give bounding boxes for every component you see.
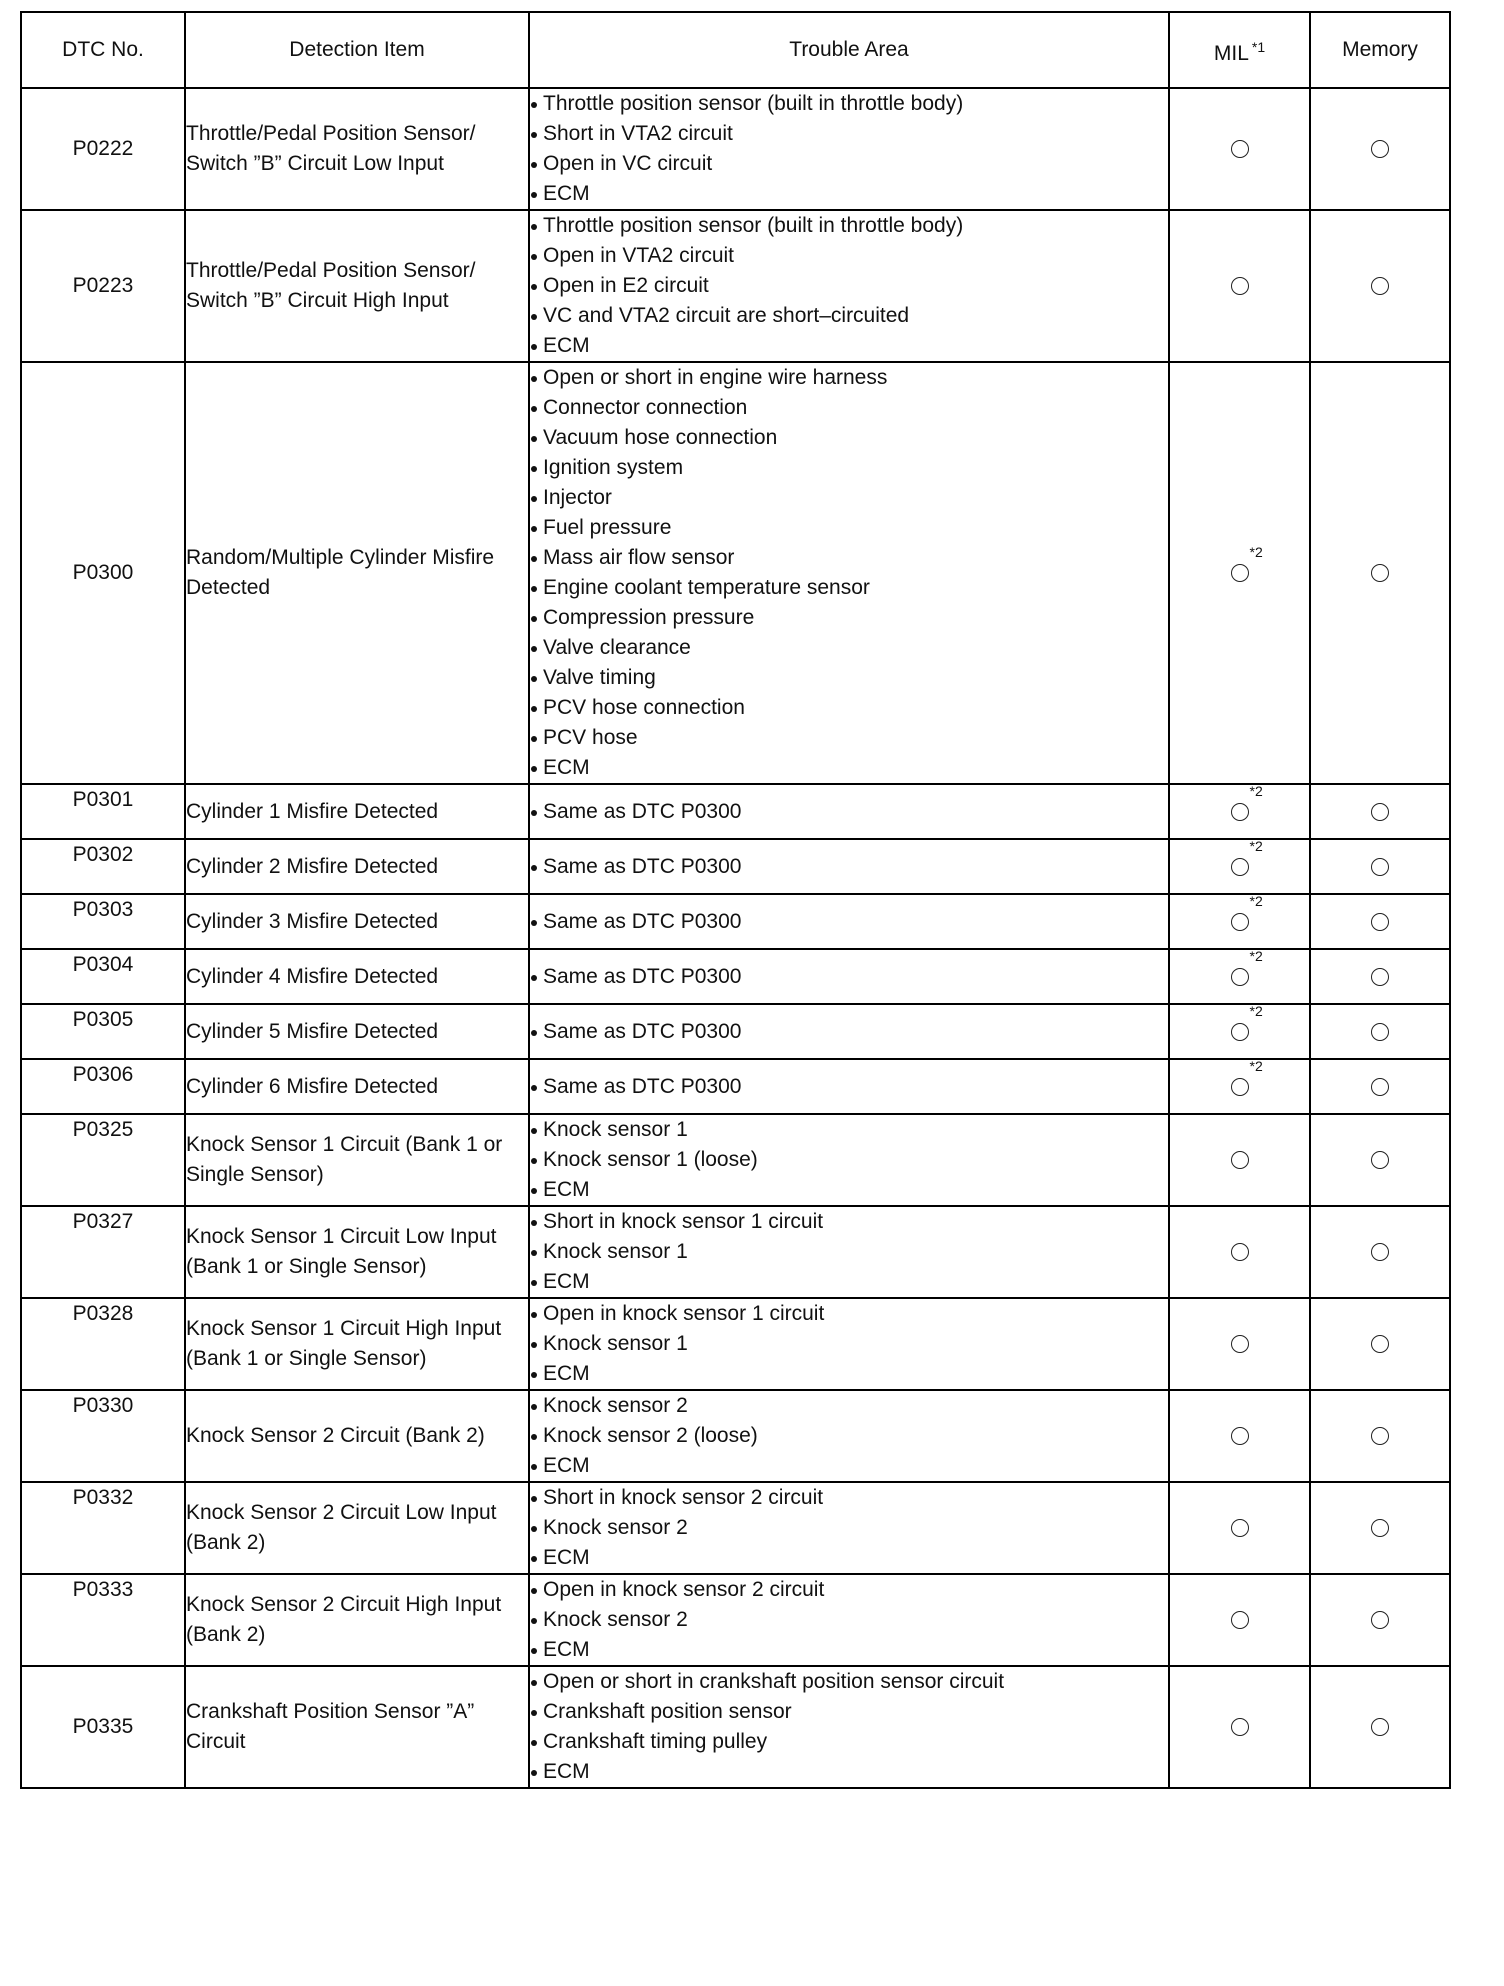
memory-cell <box>1310 1390 1450 1482</box>
detection-item: Knock Sensor 2 Circuit High Input (Bank 2) <box>185 1574 529 1666</box>
detection-item: Cylinder 2 Misfire Detected <box>185 839 529 894</box>
trouble-area-list <box>530 962 1168 992</box>
mil-cell <box>1169 894 1310 949</box>
dtc-code: P0332 <box>21 1482 185 1574</box>
trouble-area-list <box>530 1072 1168 1102</box>
trouble-area-item: Knock sensor 1 <box>530 1237 1168 1267</box>
mil-cell <box>1169 88 1310 210</box>
table-row <box>21 1004 1450 1059</box>
circle-icon <box>1371 858 1389 876</box>
mil-cell <box>1169 1666 1310 1788</box>
memory-cell <box>1310 1574 1450 1666</box>
circle-icon <box>1231 1151 1249 1169</box>
trouble-area-item: Open or short in engine wire harness <box>530 363 1168 393</box>
trouble-area-item: ECM <box>530 1451 1168 1481</box>
mil-cell <box>1169 1390 1310 1482</box>
trouble-area-item: Fuel pressure <box>530 513 1168 543</box>
mil-mark <box>1231 1605 1249 1635</box>
circle-icon <box>1231 1243 1249 1261</box>
detection-item: Crankshaft Position Sensor ”A” Circuit <box>185 1666 529 1788</box>
trouble-area <box>529 1206 1169 1298</box>
dtc-code: P0327 <box>21 1206 185 1298</box>
memory-cell <box>1310 839 1450 894</box>
circle-icon <box>1371 277 1389 295</box>
trouble-area-item: Ignition system <box>530 453 1168 483</box>
circle-icon <box>1371 968 1389 986</box>
dtc-code: P0333 <box>21 1574 185 1666</box>
trouble-area <box>529 1390 1169 1482</box>
trouble-area-list <box>530 1575 1168 1665</box>
table-row <box>21 210 1450 362</box>
trouble-area <box>529 949 1169 1004</box>
dtc-code: P0222 <box>21 88 185 210</box>
table-row <box>21 1666 1450 1788</box>
trouble-area-item: Knock sensor 1 <box>530 1329 1168 1359</box>
table-row <box>21 1298 1450 1390</box>
dtc-code: P0335 <box>21 1666 185 1788</box>
circle-icon <box>1231 1078 1249 1096</box>
table-row <box>21 362 1450 784</box>
trouble-area-item: Throttle position sensor (built in throttle body) <box>530 89 1168 119</box>
trouble-area-item: Open in VTA2 circuit <box>530 241 1168 271</box>
mil-cell <box>1169 784 1310 839</box>
detection-item: Knock Sensor 2 Circuit (Bank 2) <box>185 1390 529 1482</box>
mil-mark <box>1231 947 1263 992</box>
trouble-area-list <box>530 363 1168 783</box>
trouble-area-item: PCV hose connection <box>530 693 1168 723</box>
trouble-area-item: Open in knock sensor 2 circuit <box>530 1575 1168 1605</box>
trouble-area-item: Short in knock sensor 2 circuit <box>530 1483 1168 1513</box>
trouble-area-item: ECM <box>530 1757 1168 1787</box>
trouble-area-item: ECM <box>530 1543 1168 1573</box>
mil-mark <box>1231 782 1263 827</box>
detection-item: Cylinder 3 Misfire Detected <box>185 894 529 949</box>
table-row <box>21 1114 1450 1206</box>
trouble-area-item: ECM <box>530 1359 1168 1389</box>
circle-icon <box>1231 1718 1249 1736</box>
dtc-code: P0302 <box>21 839 185 894</box>
circle-icon <box>1371 1427 1389 1445</box>
trouble-area-item: Throttle position sensor (built in throttle body) <box>530 211 1168 241</box>
circle-icon <box>1371 140 1389 158</box>
dtc-code: P0306 <box>21 1059 185 1114</box>
trouble-area-item: Valve timing <box>530 663 1168 693</box>
trouble-area-item: Valve clearance <box>530 633 1168 663</box>
trouble-area-item: Same as DTC P0300 <box>530 852 1168 882</box>
dtc-table <box>20 11 1451 1789</box>
mil-cell <box>1169 1059 1310 1114</box>
dtc-code: P0325 <box>21 1114 185 1206</box>
trouble-area-item: ECM <box>530 179 1168 209</box>
trouble-area-list <box>530 211 1168 361</box>
trouble-area-item: Knock sensor 1 (loose) <box>530 1145 1168 1175</box>
circle-icon <box>1231 1335 1249 1353</box>
trouble-area-list <box>530 907 1168 937</box>
trouble-area <box>529 1114 1169 1206</box>
header-memory: Memory <box>1310 12 1450 88</box>
dtc-code: P0330 <box>21 1390 185 1482</box>
detection-item: Throttle/Pedal Position Sensor/ Switch ”B” Circuit High Input <box>185 210 529 362</box>
header-mil <box>1169 12 1310 88</box>
trouble-area <box>529 362 1169 784</box>
mil-footnote: *2 <box>1249 782 1263 799</box>
trouble-area-item: Same as DTC P0300 <box>530 907 1168 937</box>
trouble-area-item: Crankshaft timing pulley <box>530 1727 1168 1757</box>
trouble-area-item: Injector <box>530 483 1168 513</box>
mil-mark <box>1231 1145 1249 1175</box>
header-mil-label: MIL <box>1213 41 1249 65</box>
table-row <box>21 839 1450 894</box>
trouble-area-list <box>530 797 1168 827</box>
memory-cell <box>1310 894 1450 949</box>
memory-cell <box>1310 1666 1450 1788</box>
trouble-area-item: Crankshaft position sensor <box>530 1697 1168 1727</box>
trouble-area <box>529 1004 1169 1059</box>
mil-cell <box>1169 1206 1310 1298</box>
trouble-area-item: Short in knock sensor 1 circuit <box>530 1207 1168 1237</box>
trouble-area <box>529 1666 1169 1788</box>
table-row <box>21 894 1450 949</box>
trouble-area-item: ECM <box>530 1267 1168 1297</box>
circle-icon <box>1231 968 1249 986</box>
trouble-area-list <box>530 89 1168 209</box>
memory-cell <box>1310 1482 1450 1574</box>
detection-item: Random/Multiple Cylinder Misfire Detected <box>185 362 529 784</box>
trouble-area-list <box>530 1017 1168 1047</box>
header-trouble-area: Trouble Area <box>529 12 1169 88</box>
trouble-area-item: Knock sensor 2 <box>530 1391 1168 1421</box>
mil-footnote: *2 <box>1249 947 1263 964</box>
circle-icon <box>1371 1078 1389 1096</box>
trouble-area-item: Knock sensor 2 (loose) <box>530 1421 1168 1451</box>
trouble-area-list <box>530 1667 1168 1787</box>
circle-icon <box>1371 564 1389 582</box>
memory-cell <box>1310 1059 1450 1114</box>
trouble-area-item: Short in VTA2 circuit <box>530 119 1168 149</box>
mil-cell <box>1169 1298 1310 1390</box>
mil-cell <box>1169 210 1310 362</box>
mil-mark <box>1231 892 1263 937</box>
circle-icon <box>1231 140 1249 158</box>
circle-icon <box>1231 564 1249 582</box>
mil-mark <box>1231 1057 1263 1102</box>
mil-mark <box>1231 1237 1249 1267</box>
mil-mark <box>1231 1513 1249 1543</box>
circle-icon <box>1231 1023 1249 1041</box>
mil-footnote: *2 <box>1249 892 1263 909</box>
table-row <box>21 1390 1450 1482</box>
trouble-area <box>529 88 1169 210</box>
trouble-area-list <box>530 1483 1168 1573</box>
circle-icon <box>1371 1023 1389 1041</box>
circle-icon <box>1231 1427 1249 1445</box>
mil-cell <box>1169 949 1310 1004</box>
trouble-area-item: Open in knock sensor 1 circuit <box>530 1299 1168 1329</box>
memory-cell <box>1310 1114 1450 1206</box>
mil-mark <box>1231 1002 1263 1047</box>
trouble-area-item: Open in E2 circuit <box>530 271 1168 301</box>
trouble-area-item: Same as DTC P0300 <box>530 962 1168 992</box>
circle-icon <box>1231 1611 1249 1629</box>
detection-item: Cylinder 6 Misfire Detected <box>185 1059 529 1114</box>
mil-footnote: *2 <box>1249 1002 1263 1019</box>
trouble-area-item: Knock sensor 1 <box>530 1115 1168 1145</box>
trouble-area-list <box>530 852 1168 882</box>
circle-icon <box>1371 1243 1389 1261</box>
header-dtc-no: DTC No. <box>21 12 185 88</box>
table-row <box>21 1482 1450 1574</box>
trouble-area-item: Same as DTC P0300 <box>530 797 1168 827</box>
detection-item: Knock Sensor 1 Circuit Low Input (Bank 1 or Single Sensor) <box>185 1206 529 1298</box>
memory-cell <box>1310 362 1450 784</box>
circle-icon <box>1371 913 1389 931</box>
mil-cell <box>1169 1574 1310 1666</box>
trouble-area-item: Vacuum hose connection <box>530 423 1168 453</box>
circle-icon <box>1231 277 1249 295</box>
trouble-area <box>529 894 1169 949</box>
memory-cell <box>1310 88 1450 210</box>
memory-cell <box>1310 1004 1450 1059</box>
circle-icon <box>1371 1151 1389 1169</box>
mil-cell <box>1169 1482 1310 1574</box>
dtc-code: P0301 <box>21 784 185 839</box>
mil-mark <box>1231 1329 1249 1359</box>
trouble-area-item: Open in VC circuit <box>530 149 1168 179</box>
memory-cell <box>1310 1298 1450 1390</box>
trouble-area-item: Mass air flow sensor <box>530 543 1168 573</box>
trouble-area-list <box>530 1299 1168 1389</box>
header-detection-item: Detection Item <box>185 12 529 88</box>
detection-item: Knock Sensor 2 Circuit Low Input (Bank 2) <box>185 1482 529 1574</box>
dtc-code: P0328 <box>21 1298 185 1390</box>
circle-icon <box>1371 1718 1389 1736</box>
detection-item: Throttle/Pedal Position Sensor/ Switch ”B” Circuit Low Input <box>185 88 529 210</box>
table-row <box>21 1059 1450 1114</box>
header-mil-footnote: *1 <box>1251 38 1266 55</box>
dtc-code: P0304 <box>21 949 185 1004</box>
circle-icon <box>1231 913 1249 931</box>
trouble-area <box>529 1482 1169 1574</box>
trouble-area-list <box>530 1391 1168 1481</box>
circle-icon <box>1231 803 1249 821</box>
trouble-area-item: VC and VTA2 circuit are short–circuited <box>530 301 1168 331</box>
table-row <box>21 949 1450 1004</box>
table-body <box>21 88 1450 1788</box>
mil-cell <box>1169 839 1310 894</box>
circle-icon <box>1371 803 1389 821</box>
memory-cell <box>1310 784 1450 839</box>
table-row <box>21 1574 1450 1666</box>
mil-cell <box>1169 1114 1310 1206</box>
table-row <box>21 784 1450 839</box>
circle-icon <box>1231 1519 1249 1537</box>
detection-item: Knock Sensor 1 Circuit High Input (Bank 1 or Single Sensor) <box>185 1298 529 1390</box>
detection-item: Cylinder 4 Misfire Detected <box>185 949 529 1004</box>
circle-icon <box>1371 1335 1389 1353</box>
memory-cell <box>1310 210 1450 362</box>
trouble-area-item: Compression pressure <box>530 603 1168 633</box>
trouble-area <box>529 210 1169 362</box>
trouble-area-item: ECM <box>530 753 1168 783</box>
header-row <box>21 12 1450 88</box>
trouble-area <box>529 1059 1169 1114</box>
memory-cell <box>1310 1206 1450 1298</box>
mil-mark <box>1231 134 1249 164</box>
detection-item: Cylinder 5 Misfire Detected <box>185 1004 529 1059</box>
trouble-area <box>529 1574 1169 1666</box>
trouble-area-list <box>530 1207 1168 1297</box>
mil-cell <box>1169 1004 1310 1059</box>
trouble-area-item: Engine coolant temperature sensor <box>530 573 1168 603</box>
detection-item: Cylinder 1 Misfire Detected <box>185 784 529 839</box>
circle-icon <box>1371 1611 1389 1629</box>
trouble-area-item: ECM <box>530 1635 1168 1665</box>
memory-cell <box>1310 949 1450 1004</box>
mil-footnote: *2 <box>1249 837 1263 854</box>
mil-mark <box>1231 837 1263 882</box>
trouble-area-item: ECM <box>530 1175 1168 1205</box>
mil-footnote: *2 <box>1249 544 1263 560</box>
trouble-area-item: Knock sensor 2 <box>530 1605 1168 1635</box>
table-row <box>21 1206 1450 1298</box>
dtc-code: P0300 <box>21 362 185 784</box>
trouble-area-item: ECM <box>530 331 1168 361</box>
mil-mark <box>1231 271 1249 301</box>
dtc-code: P0303 <box>21 894 185 949</box>
trouble-area-item: Connector connection <box>530 393 1168 423</box>
detection-item: Knock Sensor 1 Circuit (Bank 1 or Single Sensor) <box>185 1114 529 1206</box>
trouble-area-item: Same as DTC P0300 <box>530 1017 1168 1047</box>
mil-mark <box>1231 544 1263 588</box>
mil-mark <box>1231 1712 1249 1742</box>
trouble-area-item: Knock sensor 2 <box>530 1513 1168 1543</box>
mil-mark <box>1231 1421 1249 1451</box>
circle-icon <box>1371 1519 1389 1537</box>
dtc-code: P0305 <box>21 1004 185 1059</box>
trouble-area-item: Same as DTC P0300 <box>530 1072 1168 1102</box>
trouble-area-item: Open or short in crankshaft position sensor circuit <box>530 1667 1168 1697</box>
trouble-area-list <box>530 1115 1168 1205</box>
table-row <box>21 88 1450 210</box>
trouble-area-item: PCV hose <box>530 723 1168 753</box>
mil-footnote: *2 <box>1249 1057 1263 1074</box>
mil-cell <box>1169 362 1310 784</box>
circle-icon <box>1231 858 1249 876</box>
trouble-area <box>529 1298 1169 1390</box>
trouble-area <box>529 784 1169 839</box>
trouble-area <box>529 839 1169 894</box>
dtc-code: P0223 <box>21 210 185 362</box>
